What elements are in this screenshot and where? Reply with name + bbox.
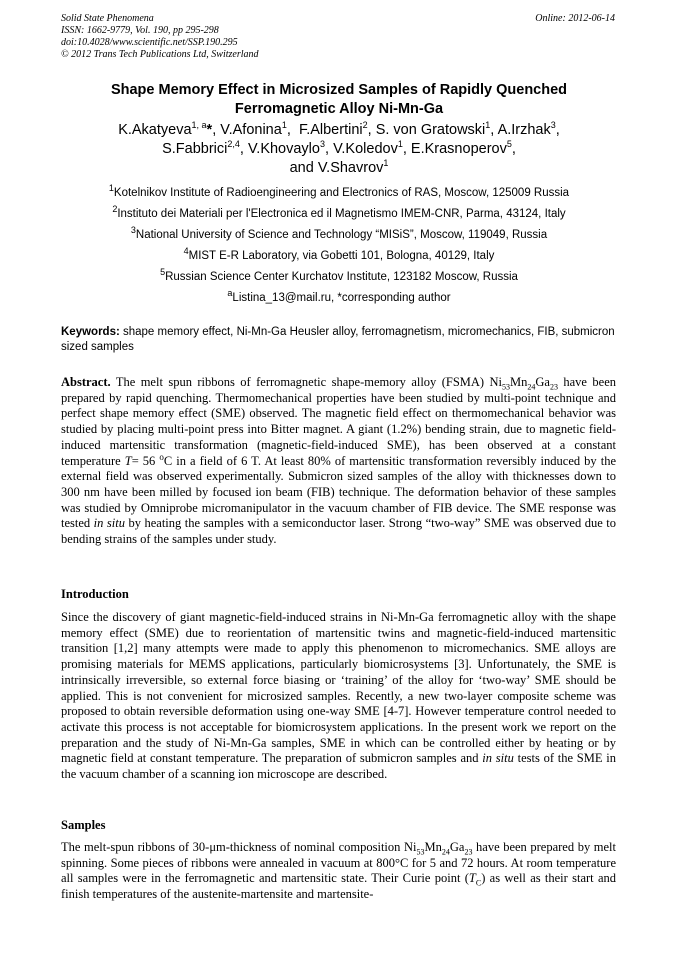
author-name: S. von Gratowski	[375, 122, 486, 138]
title-line-2: Ferromagnetic Alloy Ni-Mn-Ga	[234, 101, 444, 117]
doi-line: doi:10.4028/www.scientific.net/SSP.190.295	[61, 37, 238, 48]
affiliation	[0, 225, 678, 246]
author-sup: 1	[397, 139, 403, 150]
author-name: E.Krasnoperov	[410, 141, 507, 157]
author-line-2: S.Fabbrici$^{2,4}$, V.Khovaylo$^3$, V.Koledov$^1$, E.Krasnoperov$^5$,	[162, 139, 516, 157]
italic-term: in situ	[93, 516, 125, 531]
author-sup: 3	[319, 139, 325, 150]
author-list	[0, 121, 678, 178]
affiliation-sup: 4	[183, 246, 189, 257]
author-and: and	[289, 160, 314, 176]
samples-paragraph	[61, 840, 616, 903]
subscript: 23	[464, 847, 473, 857]
abstract-paragraph	[61, 375, 616, 548]
body-text: Mn	[424, 840, 442, 854]
author-name: V.Koledov	[333, 141, 398, 157]
affiliation-sup: 1	[108, 183, 114, 194]
issn-line: ISSN: 1662-9779, Vol. 190, pp 295-298	[61, 25, 219, 36]
author-sup: 5	[506, 139, 512, 150]
subscript: 53	[502, 382, 511, 392]
subscript: C	[475, 878, 482, 888]
body-text: The melt-spun ribbons of 30-μm-thickness of nominal composition Ni	[61, 840, 417, 854]
affiliation-sup: 2	[112, 204, 118, 215]
body-text: have been prepared by melt spinning. Some pieces of ribbons were annealed in vacuum at 800°C for 5 and 72 hours. At room temperature all samples were in the ferromagnetic and martensitic state. Their Curie point (	[61, 840, 616, 886]
section-heading: Introduction	[61, 587, 129, 601]
section-heading: Samples	[61, 818, 106, 832]
body-text: tests of the SME in the vacuum chamber of a scanning ion microscope are described.	[61, 751, 616, 782]
author-sup: 1, a	[191, 120, 207, 131]
subscript: 23	[549, 382, 558, 392]
journal-header	[61, 13, 259, 61]
introduction-paragraph	[61, 610, 616, 783]
abstract-text: have been prepared by rapid quenching. Thermomechanical properties have been studied by multi-point technique and perfect shape memory effect (SME) observed. The magnetic field effect on thermomechanical behavior was studied by placing multi-point press into Bitter magnet. A giant (1.2%) bending strain, due to magnetic field-induced martensitic transformation (magnetic-field-induced SME), has been observed at a constant temperature	[61, 375, 616, 468]
abstract-label: Abstract.	[61, 375, 111, 389]
subscript: 24	[527, 382, 536, 392]
author-sup: 3	[550, 120, 556, 131]
affiliation-text: Listina_13@mail.ru, *corresponding author	[232, 292, 451, 304]
author-name: V.Shavrov	[317, 160, 384, 176]
title-line-1: Shape Memory Effect in Microsized Samples of Rapidly Quenched	[110, 82, 568, 98]
journal-name: Solid State Phenomena	[61, 13, 154, 24]
author-sup: 1	[281, 120, 287, 131]
author-sup: 1	[485, 120, 491, 131]
affiliation-text: Kotelnikov Institute of Radioengineering and Electronics of RAS, Moscow, 125009 Russia	[113, 187, 570, 199]
copyright-line: © 2012 Trans Tech Publications Ltd, Switzerland	[61, 49, 259, 60]
affiliation	[0, 246, 678, 267]
italic-term: in situ	[482, 751, 514, 766]
degree-mark: o	[159, 451, 164, 462]
affiliation-sup: 5	[160, 267, 166, 278]
affiliation-text: MIST E-R Laboratory, via Gobetti 101, Bologna, 40129, Italy	[188, 250, 495, 262]
abstract-text: C in a field of 6 T. At least 80% of martensitic transformation reversibly induced by the external field was observed experimentally. Submicron sized samples of the alloy with thicknesses down to 300 nm have been milled by focused ion beam (FIB) technique. The deformation behavior of these samples was studied by Omniprobe micromanipulator in the vacuum chamber of FIB device. The SME response was tested	[61, 453, 617, 531]
author-name: S.Fabbrici	[162, 141, 228, 157]
abstract-text: Mn	[510, 375, 528, 389]
affiliation	[0, 204, 678, 225]
affiliation-text: Russian Science Center Kurchatov Institute, 123182 Moscow, Russia	[165, 271, 518, 283]
author-line-1: K.Akatyeva$^{1, a}$*, V.Afonina$^1$, F.Albertini$^2$, S. von Gratowski$^1$, A.Irzhak$^3$,	[118, 120, 560, 138]
author-sup: 2,4	[227, 139, 240, 150]
author-name: A.Irzhak	[497, 122, 551, 138]
affiliation-text: National University of Science and Technology “MISiS”, Moscow, 119049, Russia	[135, 229, 548, 241]
body-text: Ga	[449, 840, 465, 854]
affiliation-list	[0, 183, 678, 309]
keywords-label: Keywords:	[61, 326, 120, 338]
paper-title	[0, 81, 678, 119]
variable: T	[468, 871, 476, 886]
affiliation	[0, 183, 678, 204]
author-name: V.Afonina	[220, 122, 282, 138]
keywords-text: shape memory effect, Ni-Mn-Ga Heusler alloy, ferromagnetism, micromechanics, FIB, submicron sized samples	[61, 326, 615, 353]
author-name: K.Akatyeva	[118, 122, 192, 138]
author-sup: 2	[362, 120, 368, 131]
affiliation-sup: 3	[130, 225, 136, 236]
corresponding-mark: *	[206, 122, 213, 138]
affiliation	[0, 267, 678, 288]
variable: T	[124, 453, 132, 468]
author-line-3	[0, 159, 678, 178]
affiliation-text: Instituto dei Materiali per l'Electronica ed il Magnetismo IMEM-CNR, Parma, 43124, Italy	[117, 208, 566, 220]
subscript: 24	[441, 847, 450, 857]
body-text: Since the discovery of giant magnetic-field-induced strains in Ni-Mn-Ga ferromagnetic alloy with the shape memory effect (SME) due to reorientation of martensitic twins and magnetic-field-induced martensitic transition [1,2] many attempts were made to apply this phenomenon to micromechanics. SME alloys are promising materials for MEMS applications, particularly biomicrosystems [3]. Unfortunately, the SME is intrinsically irreversible, so external force biasing or ‘training’ of the alloy for ‘two-way’ SME should be applied. This is not convenient for microsized samples. Recently, a new two-layer composite scheme was proposed to obtain reversible deformation using one-way SME [4-7]. However temperature control needed to activate this process is not acceptable for biomicrosystem applications. In the present work we report on the preparation and the study of Ni-Mn-Ga samples, SME in which can be controlled either by heating or by magnetic field at constant temperature. The preparation of submicron samples and	[61, 610, 616, 766]
abstract-text: by heating the samples with a semiconductor laser. Strong “two-way” SME was observed due to bending strains of the samples under study.	[61, 516, 616, 547]
affiliation-sup: a	[227, 288, 233, 299]
author-name: V.Khovaylo	[247, 141, 320, 157]
affiliation-email	[0, 288, 678, 309]
subscript: 53	[416, 847, 425, 857]
author-name: F.Albertini	[298, 122, 363, 138]
online-date: Online: 2012-06-14	[535, 13, 615, 24]
abstract-text: = 56	[131, 453, 160, 468]
body-text: ) as well as their start and finish temperatures of the austenite-martensite and martensite-	[61, 871, 616, 902]
author-sup: 1	[383, 158, 389, 169]
abstract-text: Ga	[535, 375, 550, 389]
abstract-text: The melt spun ribbons of ferromagnetic shape-memory alloy (FSMA) Ni	[115, 375, 503, 389]
keywords	[61, 325, 616, 355]
